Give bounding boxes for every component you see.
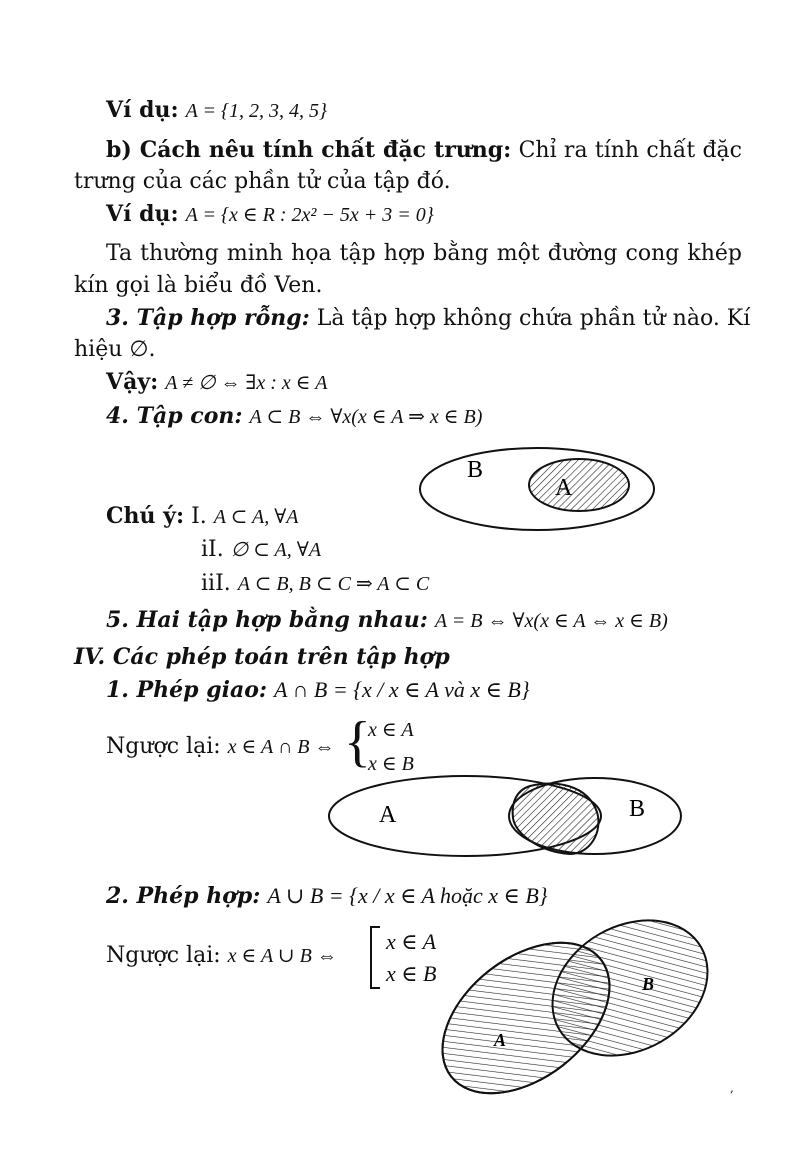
example1-label: Ví dụ: — [106, 97, 179, 123]
intersection-left-label: A — [379, 802, 397, 828]
union-heading: 2. Phép hợp: — [106, 883, 261, 909]
union-cond-1: x ∈ A — [386, 929, 437, 954]
union-right-label: B — [642, 974, 655, 994]
intersection-converse-line — [106, 733, 335, 761]
therefore-line — [106, 368, 327, 397]
subset-formula: A ⊂ B ⇔ ∀x(x ∈ A ⇒ x ∈ B) — [249, 406, 483, 428]
intersection-converse-lhs: x ∈ A ∩ B ⇔ — [227, 736, 335, 758]
note-2-line — [201, 536, 321, 564]
intersection-cond-2: x ∈ B — [368, 753, 414, 775]
page-mark: , — [730, 1081, 734, 1095]
intersection-venn-diagram — [325, 772, 687, 864]
intersection-converse-label: Ngược lại: — [106, 734, 221, 759]
empty-set-text-1: Là tập hợp không chứa phần tử nào. Kí — [316, 306, 751, 331]
equal-sets-line — [106, 606, 668, 635]
union-converse-label: Ngược lại: — [106, 943, 221, 968]
empty-set-line1 — [106, 304, 751, 333]
note-3-marker: iiI. — [201, 571, 231, 596]
example1-line — [106, 96, 327, 125]
equal-sets-heading: 5. Hai tập hợp bằng nhau: — [106, 607, 428, 633]
intersection-right-label: B — [629, 796, 646, 822]
note-1-formula: A ⊂ A, ∀A — [213, 506, 299, 528]
note-1-line — [106, 502, 299, 531]
example1-formula: A = {1, 2, 3, 4, 5} — [185, 100, 327, 122]
equal-sets-formula: A = B ⇔ ∀x(x ∈ A ⇔ x ∈ B) — [434, 610, 668, 632]
notes-label: Chú ý: — [106, 503, 185, 529]
note-3-line — [201, 570, 429, 598]
union-bracket — [368, 925, 382, 991]
subset-inner-label: A — [555, 475, 573, 501]
intersection-region — [513, 784, 599, 854]
note-1-marker: I. — [191, 504, 207, 529]
intersection-line — [106, 676, 530, 705]
intersection-brace: { — [344, 711, 371, 773]
set-a-inner-ellipse — [529, 459, 629, 511]
method-b-text-1: Chỉ ra tính chất đặc — [518, 138, 742, 163]
note-2-formula: ∅ ⊂ A, ∀A — [230, 539, 322, 561]
union-line — [106, 882, 548, 911]
union-venn-diagram — [438, 918, 713, 1090]
subset-heading: 4. Tập con: — [106, 403, 243, 429]
note-3-formula: A ⊂ B, B ⊂ C ⇒ A ⊂ C — [237, 573, 430, 595]
section4-heading: IV. Các phép toán trên tập hợp — [74, 644, 450, 670]
example2-label: Ví dụ: — [106, 201, 179, 227]
intersection-formula: A ∩ B = {x / x ∈ A và x ∈ B} — [274, 677, 530, 702]
intersection-cond-1: x ∈ A — [368, 719, 414, 741]
union-converse-line — [106, 942, 337, 970]
method-b-line2: trưng của các phần tử của tập đó. — [74, 169, 451, 194]
union-formula: A ∪ B = {x / x ∈ A hoặc x ∈ B} — [267, 883, 548, 908]
subset-venn-diagram — [415, 446, 660, 536]
empty-set-heading: 3. Tập hợp rỗng: — [106, 305, 310, 331]
method-b-line1 — [106, 136, 742, 165]
intersection-heading: 1. Phép giao: — [106, 677, 267, 703]
therefore-formula: A ≠ ∅ ⇔ ∃x : x ∈ A — [165, 372, 328, 394]
union-converse-lhs: x ∈ A ∪ B ⇔ — [227, 945, 337, 967]
union-cond-2: x ∈ B — [386, 961, 437, 986]
method-b-heading: b) Cách nêu tính chất đặc trưng: — [106, 137, 512, 163]
example2-formula: A = {x ∈ R : 2x² − 5x + 3 = 0} — [185, 204, 434, 226]
therefore-label: Vậy: — [106, 369, 159, 395]
subset-line — [106, 402, 482, 431]
note-2-marker: iI. — [201, 537, 224, 562]
example2-line — [106, 200, 434, 229]
empty-set-line2: hiệu ∅. — [74, 337, 156, 362]
venn-note-line1: Ta thường minh họa tập hợp bằng một đường cong khép — [106, 241, 742, 266]
venn-note-line2: kín gọi là biểu đồ Ven. — [74, 273, 323, 298]
subset-outer-label: B — [467, 457, 484, 483]
union-left-label: A — [494, 1030, 507, 1050]
